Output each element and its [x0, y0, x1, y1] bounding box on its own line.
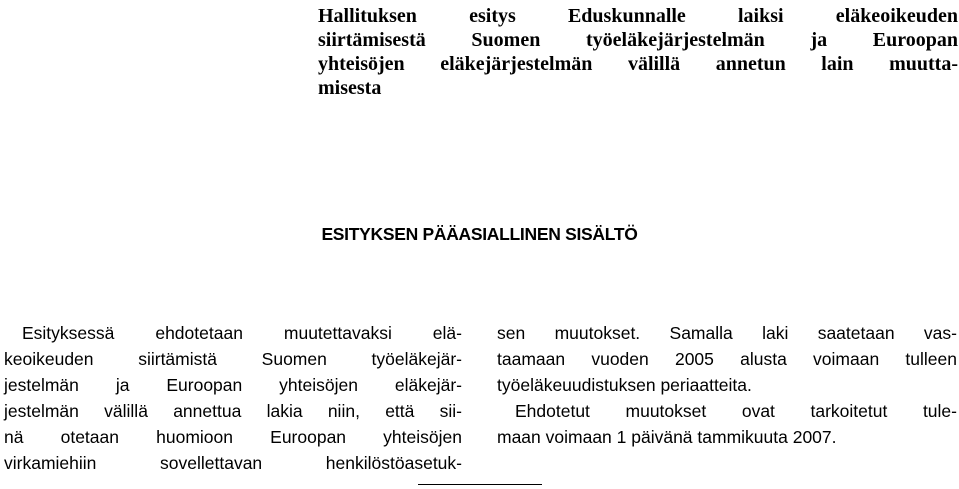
text-line: virkamiehiin sovellettavan henkilöstöasetuk- — [4, 453, 462, 473]
text-line: nä otetaan huomioon Euroopan yhteisöjen — [4, 427, 462, 447]
text-line: työeläkeuudistuksen periaatteita. — [497, 375, 752, 395]
text-line: Esityksessä ehdotetaan muutettavaksi elä- — [22, 323, 462, 343]
title-line: siirtämisestä Suomen työeläkejärjestelmän ja Euroopan — [318, 29, 958, 51]
left-column-text — [4, 320, 462, 476]
text-line: jestelmän ja Euroopan yhteisöjen eläkejär- — [4, 375, 462, 395]
text-line: maan voimaan 1 päivänä tammikuuta 2007. — [497, 427, 837, 447]
title-line: Hallituksen esitys Eduskunnalle laiksi eläkeoikeuden — [318, 5, 958, 27]
text-line: keoikeuden siirtämistä Suomen työeläkejär- — [4, 349, 462, 369]
text-line: jestelmän välillä annettua lakia niin, että sii- — [4, 401, 462, 421]
section-heading: ESITYKSEN PÄÄASIALLINEN SISÄLTÖ — [321, 224, 638, 244]
footnote-divider — [418, 484, 542, 485]
right-column-text — [497, 320, 957, 450]
text-line: taamaan vuoden 2005 alusta voimaan tulleen — [497, 349, 957, 369]
document-title — [318, 4, 958, 100]
text-line: Ehdotetut muutokset ovat tarkoitetut tule- — [515, 401, 957, 421]
title-line: misesta — [318, 77, 382, 99]
title-line: yhteisöjen eläkejärjestelmän välillä annetun lain muutta- — [318, 53, 958, 75]
text-line: sen muutokset. Samalla laki saatetaan vas- — [497, 323, 957, 343]
